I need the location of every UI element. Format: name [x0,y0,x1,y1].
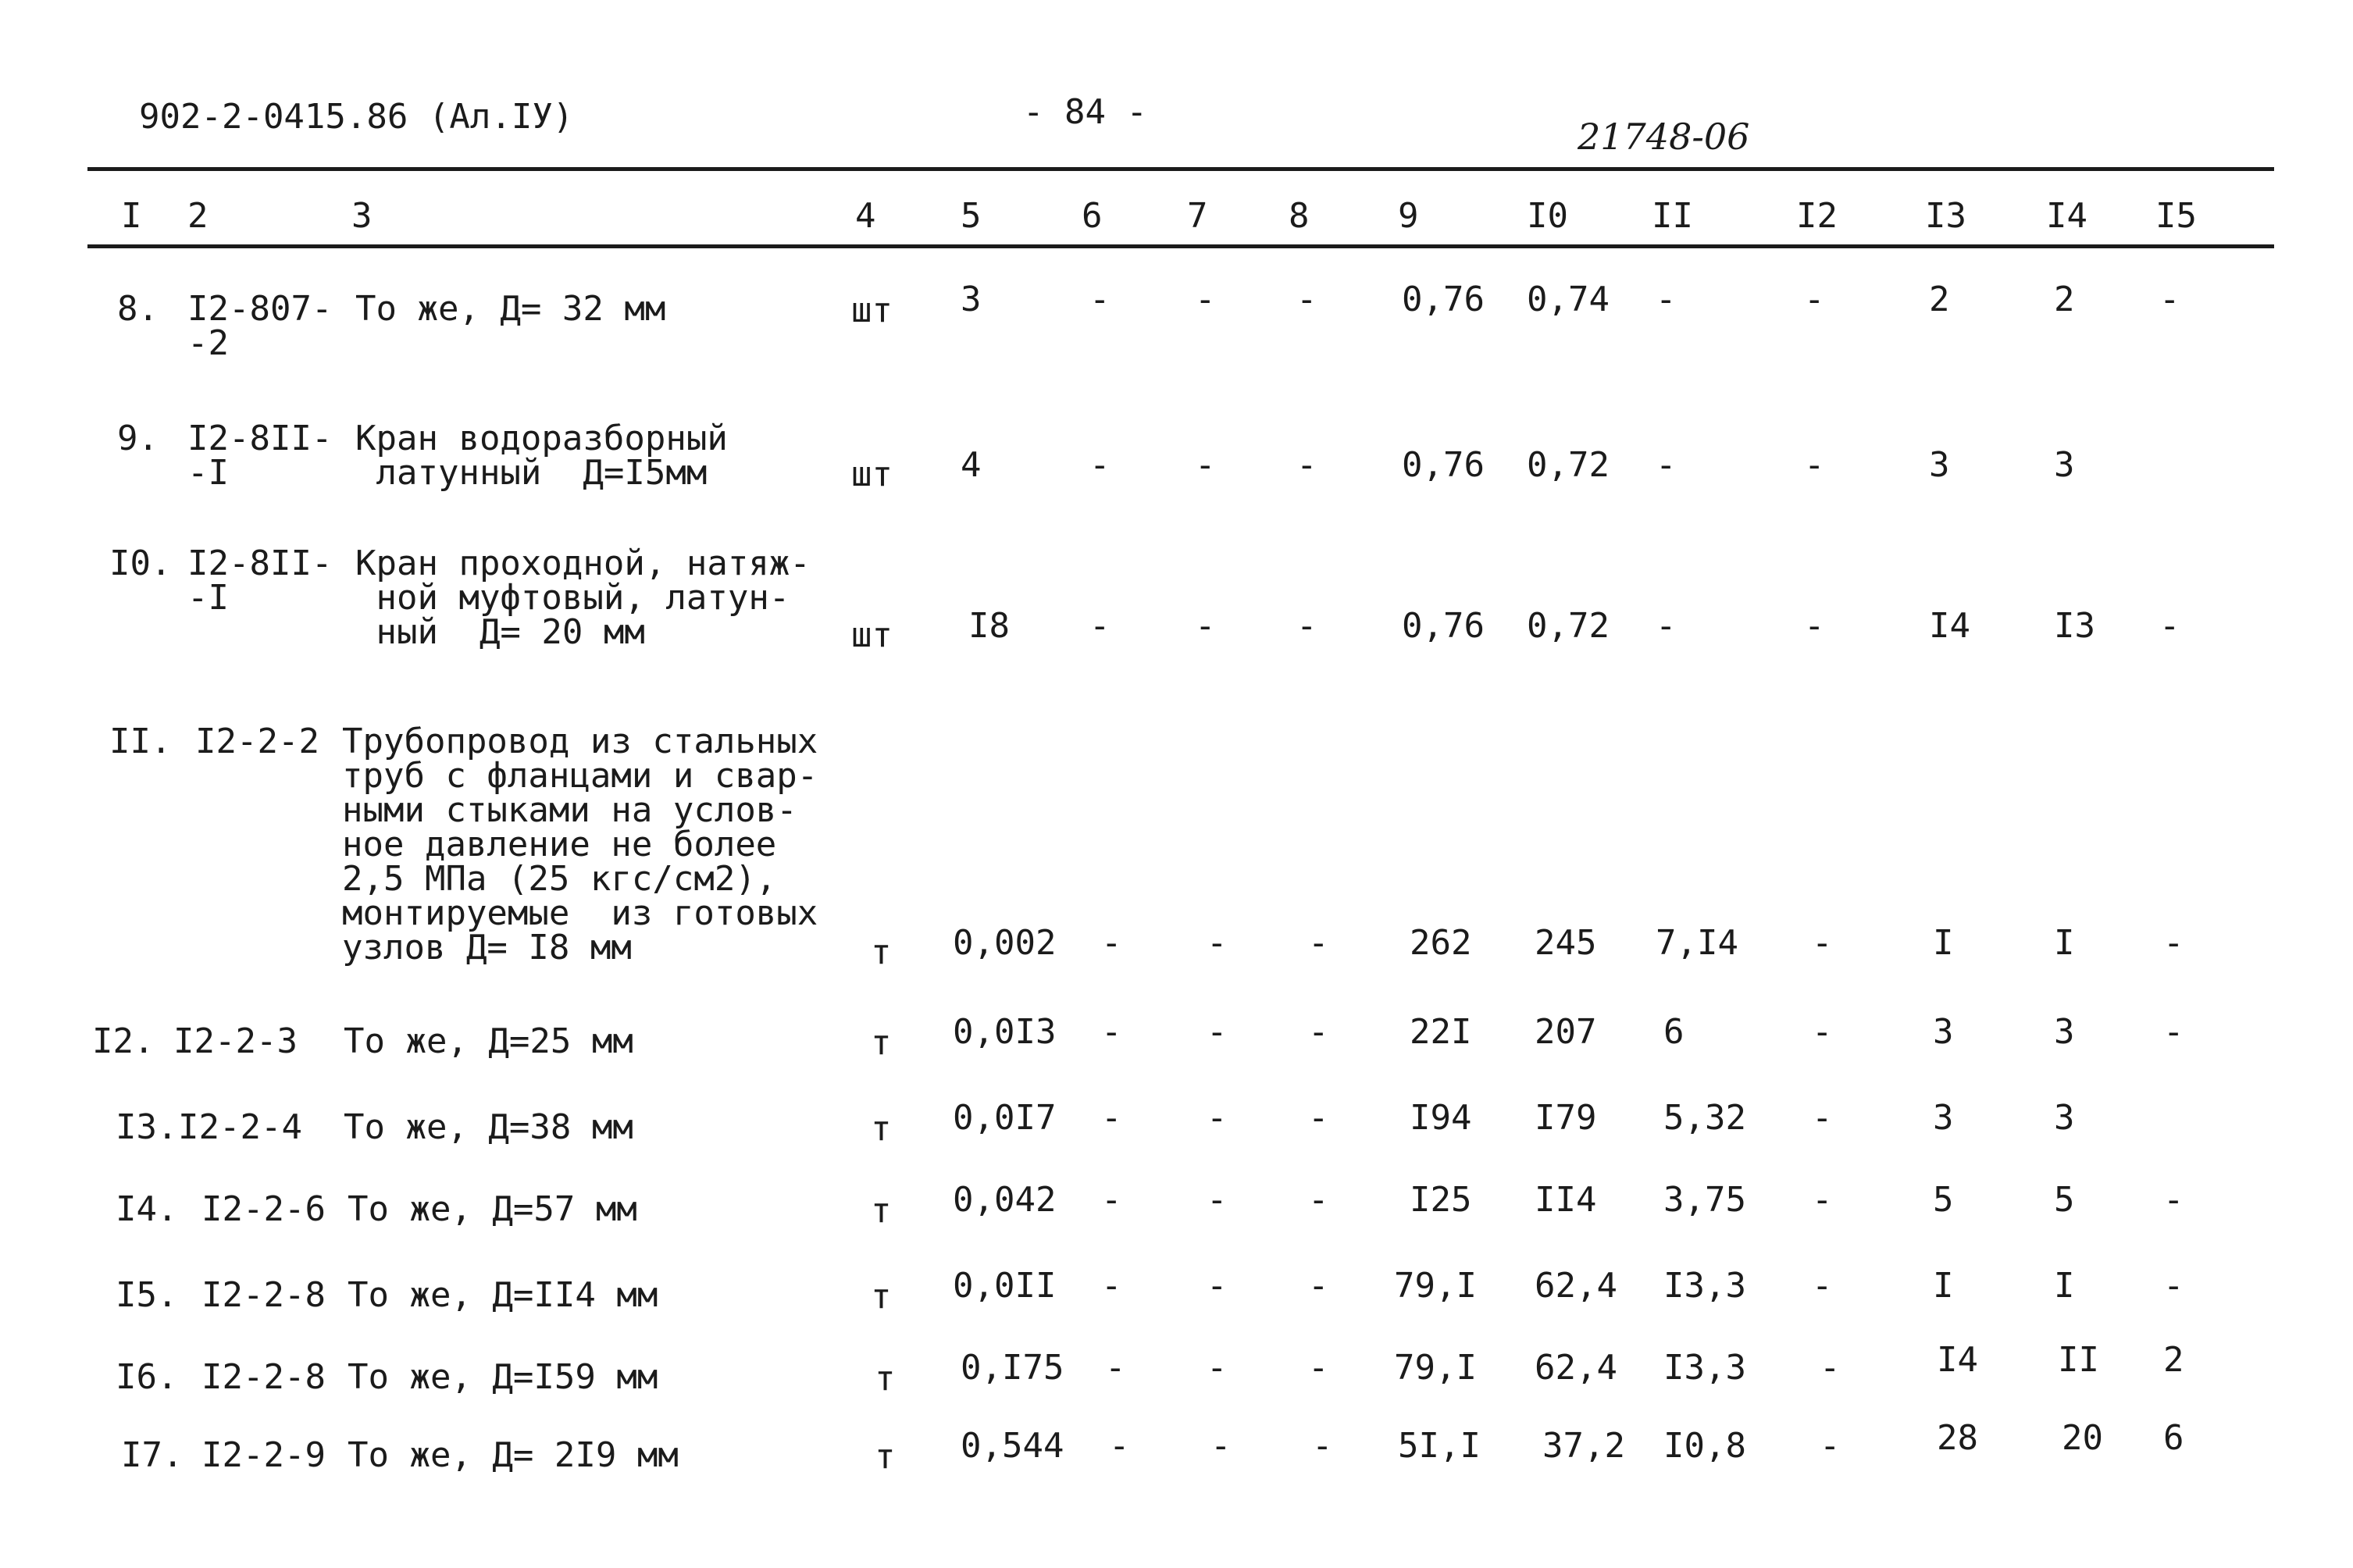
row-unit: шт [851,454,893,494]
column-header-15: I5 [2155,196,2197,236]
column-header-10: I0 [1527,196,1568,236]
document-code: 902-2-0415.86 (Ал.IУ) [139,97,574,137]
cell-col12: - [1812,1012,1833,1052]
cell-col15: - [2159,606,2180,646]
cell-col5: 0,0II [953,1266,1057,1306]
cell-col7: - [1207,1180,1228,1220]
cell-col8: - [1312,1426,1333,1466]
cell-col10: 207 [1535,1012,1597,1052]
cell-col6: - [1101,923,1122,963]
row-code: I2-2-8 [201,1357,326,1397]
cell-col8: - [1308,1266,1329,1306]
cell-col7: - [1195,606,1216,646]
cell-col10: II4 [1535,1180,1597,1220]
cell-col7: - [1210,1426,1232,1466]
cell-col11: 5,32 [1663,1098,1746,1138]
column-header-2: 2 [187,196,209,236]
row-description: То же, Д= 32 мм [355,289,666,329]
cell-col15: - [2159,280,2180,319]
cell-col13: 3 [1929,445,1950,485]
column-header-8: 8 [1289,196,1310,236]
row-code: I2-2-9 [201,1435,326,1475]
table-row [0,1418,2353,1477]
row-code: I2-8II- -I [187,543,333,618]
cell-col6: - [1089,445,1111,485]
cell-col5: 0,042 [953,1180,1057,1220]
table-row [0,1340,2353,1399]
row-code: I2-807- -2 [187,289,333,363]
cell-col13: 3 [1933,1098,1954,1138]
column-header-1: I [121,196,142,236]
cell-col15: - [2163,923,2184,963]
cell-col14: 3 [2054,445,2075,485]
cell-col7: - [1207,923,1228,963]
cell-col13: I4 [1937,1340,1978,1380]
row-unit: т [871,932,892,972]
row-description: Кран проходной, натяж- ной муфтовый, латун- ный Д= 20 мм [355,543,811,652]
header-rule [87,244,2274,248]
cell-col11: I3,3 [1663,1266,1746,1306]
row-number: I5. [116,1275,178,1315]
row-code: I2-2-4 [178,1107,302,1147]
cell-col10: 245 [1535,923,1597,963]
row-unit: т [871,1023,892,1063]
row-code: I2-2-8 [201,1275,326,1315]
cell-col14: I3 [2054,606,2095,646]
row-description: То же, Д= 2I9 мм [348,1435,679,1475]
cell-col15: 6 [2163,1418,2184,1458]
cell-col10: 0,74 [1527,280,1610,319]
table-row [0,722,2353,982]
cell-col5: 0,I75 [961,1348,1064,1388]
cell-col10: 0,72 [1527,445,1610,485]
table-row [0,543,2353,703]
cell-col6: - [1105,1348,1126,1388]
column-header-14: I4 [2046,196,2087,236]
cell-col12: - [1820,1426,1841,1466]
cell-col11: 7,I4 [1656,923,1738,963]
row-code: I2-2-2 [195,722,319,761]
cell-col15: - [2163,1180,2184,1220]
cell-col8: - [1308,1180,1329,1220]
cell-col6: - [1101,1098,1122,1138]
column-header-11: II [1652,196,1693,236]
cell-col7: - [1207,1098,1228,1138]
cell-col14: 5 [2054,1180,2075,1220]
table-row [0,280,2353,439]
cell-col12: - [1812,1180,1833,1220]
cell-col5: 0,002 [953,923,1057,963]
row-number: I4. [116,1189,178,1229]
row-unit: т [875,1359,896,1399]
cell-col5: 4 [961,445,982,485]
cell-col6: - [1089,280,1111,319]
cell-col11: - [1656,445,1677,485]
column-header-4: 4 [855,196,876,236]
cell-col14: I [2054,923,2075,963]
cell-col9: 0,76 [1402,280,1485,319]
column-header-3: 3 [351,196,373,236]
cell-col10: I79 [1535,1098,1597,1138]
top-rule [87,167,2274,171]
cell-col9: 5I,I [1398,1426,1481,1466]
cell-col8: - [1308,1348,1329,1388]
column-header-6: 6 [1082,196,1103,236]
cell-col12: - [1812,1098,1833,1138]
column-header-9: 9 [1398,196,1419,236]
cell-col9: 79,I [1394,1348,1477,1388]
cell-col12: - [1804,445,1825,485]
cell-col11: - [1656,280,1677,319]
row-unit: шт [851,290,893,330]
cell-col8: - [1308,1012,1329,1052]
cell-col15: - [2163,1266,2184,1306]
table-row [0,1266,2353,1317]
row-unit: шт [851,615,893,655]
cell-col7: - [1195,445,1216,485]
cell-col15: - [2163,1012,2184,1052]
row-number: 9. [117,419,159,458]
cell-col12: - [1820,1348,1841,1388]
row-code: I2-2-6 [201,1189,326,1229]
cell-col8: - [1308,1098,1329,1138]
cell-col10: 0,72 [1527,606,1610,646]
cell-col8: - [1296,606,1317,646]
cell-col7: - [1207,1012,1228,1052]
row-description: То же, Д=38 мм [344,1107,633,1147]
cell-col9: 79,I [1394,1266,1477,1306]
row-unit: т [871,1191,892,1231]
cell-col11: I0,8 [1663,1426,1746,1466]
row-unit: т [875,1437,896,1477]
row-number: I7. [121,1435,184,1475]
cell-col8: - [1296,280,1317,319]
cell-col12: - [1804,606,1825,646]
cell-col13: I4 [1929,606,1970,646]
table-row [0,1012,2353,1063]
column-header-12: I2 [1796,196,1838,236]
row-description: То же, Д=25 мм [344,1021,633,1061]
row-unit: т [871,1109,892,1149]
table-row [0,1180,2353,1231]
cell-col10: 37,2 [1542,1426,1625,1466]
cell-col12: - [1812,923,1833,963]
cell-col10: 62,4 [1535,1348,1617,1388]
cell-col15: 2 [2163,1340,2184,1380]
cell-col13: 5 [1933,1180,1954,1220]
cell-col11: 6 [1663,1012,1685,1052]
cell-col13: 28 [1937,1418,1978,1458]
cell-col9: I94 [1410,1098,1472,1138]
cell-col12: - [1812,1266,1833,1306]
cell-col6: - [1109,1426,1130,1466]
row-number: II. [109,722,172,761]
column-header-13: I3 [1925,196,1966,236]
cell-col5: 0,544 [961,1426,1064,1466]
cell-col14: II [2058,1340,2099,1380]
cell-col11: 3,75 [1663,1180,1746,1220]
cell-col7: - [1207,1348,1228,1388]
row-description: Кран водоразборный латунный Д=I5мм [355,419,728,493]
cell-col13: 2 [1929,280,1950,319]
cell-col11: - [1656,606,1677,646]
cell-col9: 0,76 [1402,606,1485,646]
cell-col6: - [1089,606,1111,646]
cell-col13: 3 [1933,1012,1954,1052]
cell-col9: 22I [1410,1012,1472,1052]
cell-col9: 0,76 [1402,445,1485,485]
cell-col9: I25 [1410,1180,1472,1220]
column-header-5: 5 [961,196,982,236]
cell-col5: I8 [968,606,1010,646]
cell-col14: 3 [2054,1012,2075,1052]
cell-col8: - [1296,445,1317,485]
cell-col5: 3 [961,280,982,319]
page-number: - 84 - [1023,92,1147,132]
row-number: I3. [116,1107,178,1147]
cell-col5: 0,0I3 [953,1012,1057,1052]
cell-col13: I [1933,923,1954,963]
cell-col13: I [1933,1266,1954,1306]
handwritten-number: 21748-06 [1578,116,1750,158]
row-number: 8. [117,289,159,329]
row-code: I2-2-3 [173,1021,298,1061]
cell-col6: - [1101,1266,1122,1306]
row-description: Трубопровод из стальных труб с фланцами и свар- ными стыками на услов- ное давление не более 2,5 МПа (25 кгс/см2), монтируемые из готовых узлов Д= I8 мм [342,722,818,968]
table-row [0,1098,2353,1149]
cell-col9: 262 [1410,923,1472,963]
cell-col14: 2 [2054,280,2075,319]
cell-col10: 62,4 [1535,1266,1617,1306]
row-number: I2. [92,1021,155,1061]
row-description: То же, Д=II4 мм [348,1275,658,1315]
cell-col6: - [1101,1012,1122,1052]
cell-col12: - [1804,280,1825,319]
row-description: То же, Д=I59 мм [348,1357,658,1397]
row-number: I6. [116,1357,178,1397]
cell-col6: - [1101,1180,1122,1220]
cell-col11: I3,3 [1663,1348,1746,1388]
cell-col5: 0,0I7 [953,1098,1057,1138]
row-unit: т [871,1277,892,1317]
row-description: То же, Д=57 мм [348,1189,637,1229]
cell-col7: - [1195,280,1216,319]
cell-col14: I [2054,1266,2075,1306]
cell-col14: 20 [2062,1418,2103,1458]
column-header-7: 7 [1187,196,1208,236]
cell-col8: - [1308,923,1329,963]
row-code: I2-8II- -I [187,419,333,493]
cell-col14: 3 [2054,1098,2075,1138]
cell-col7: - [1207,1266,1228,1306]
row-number: I0. [109,543,172,583]
